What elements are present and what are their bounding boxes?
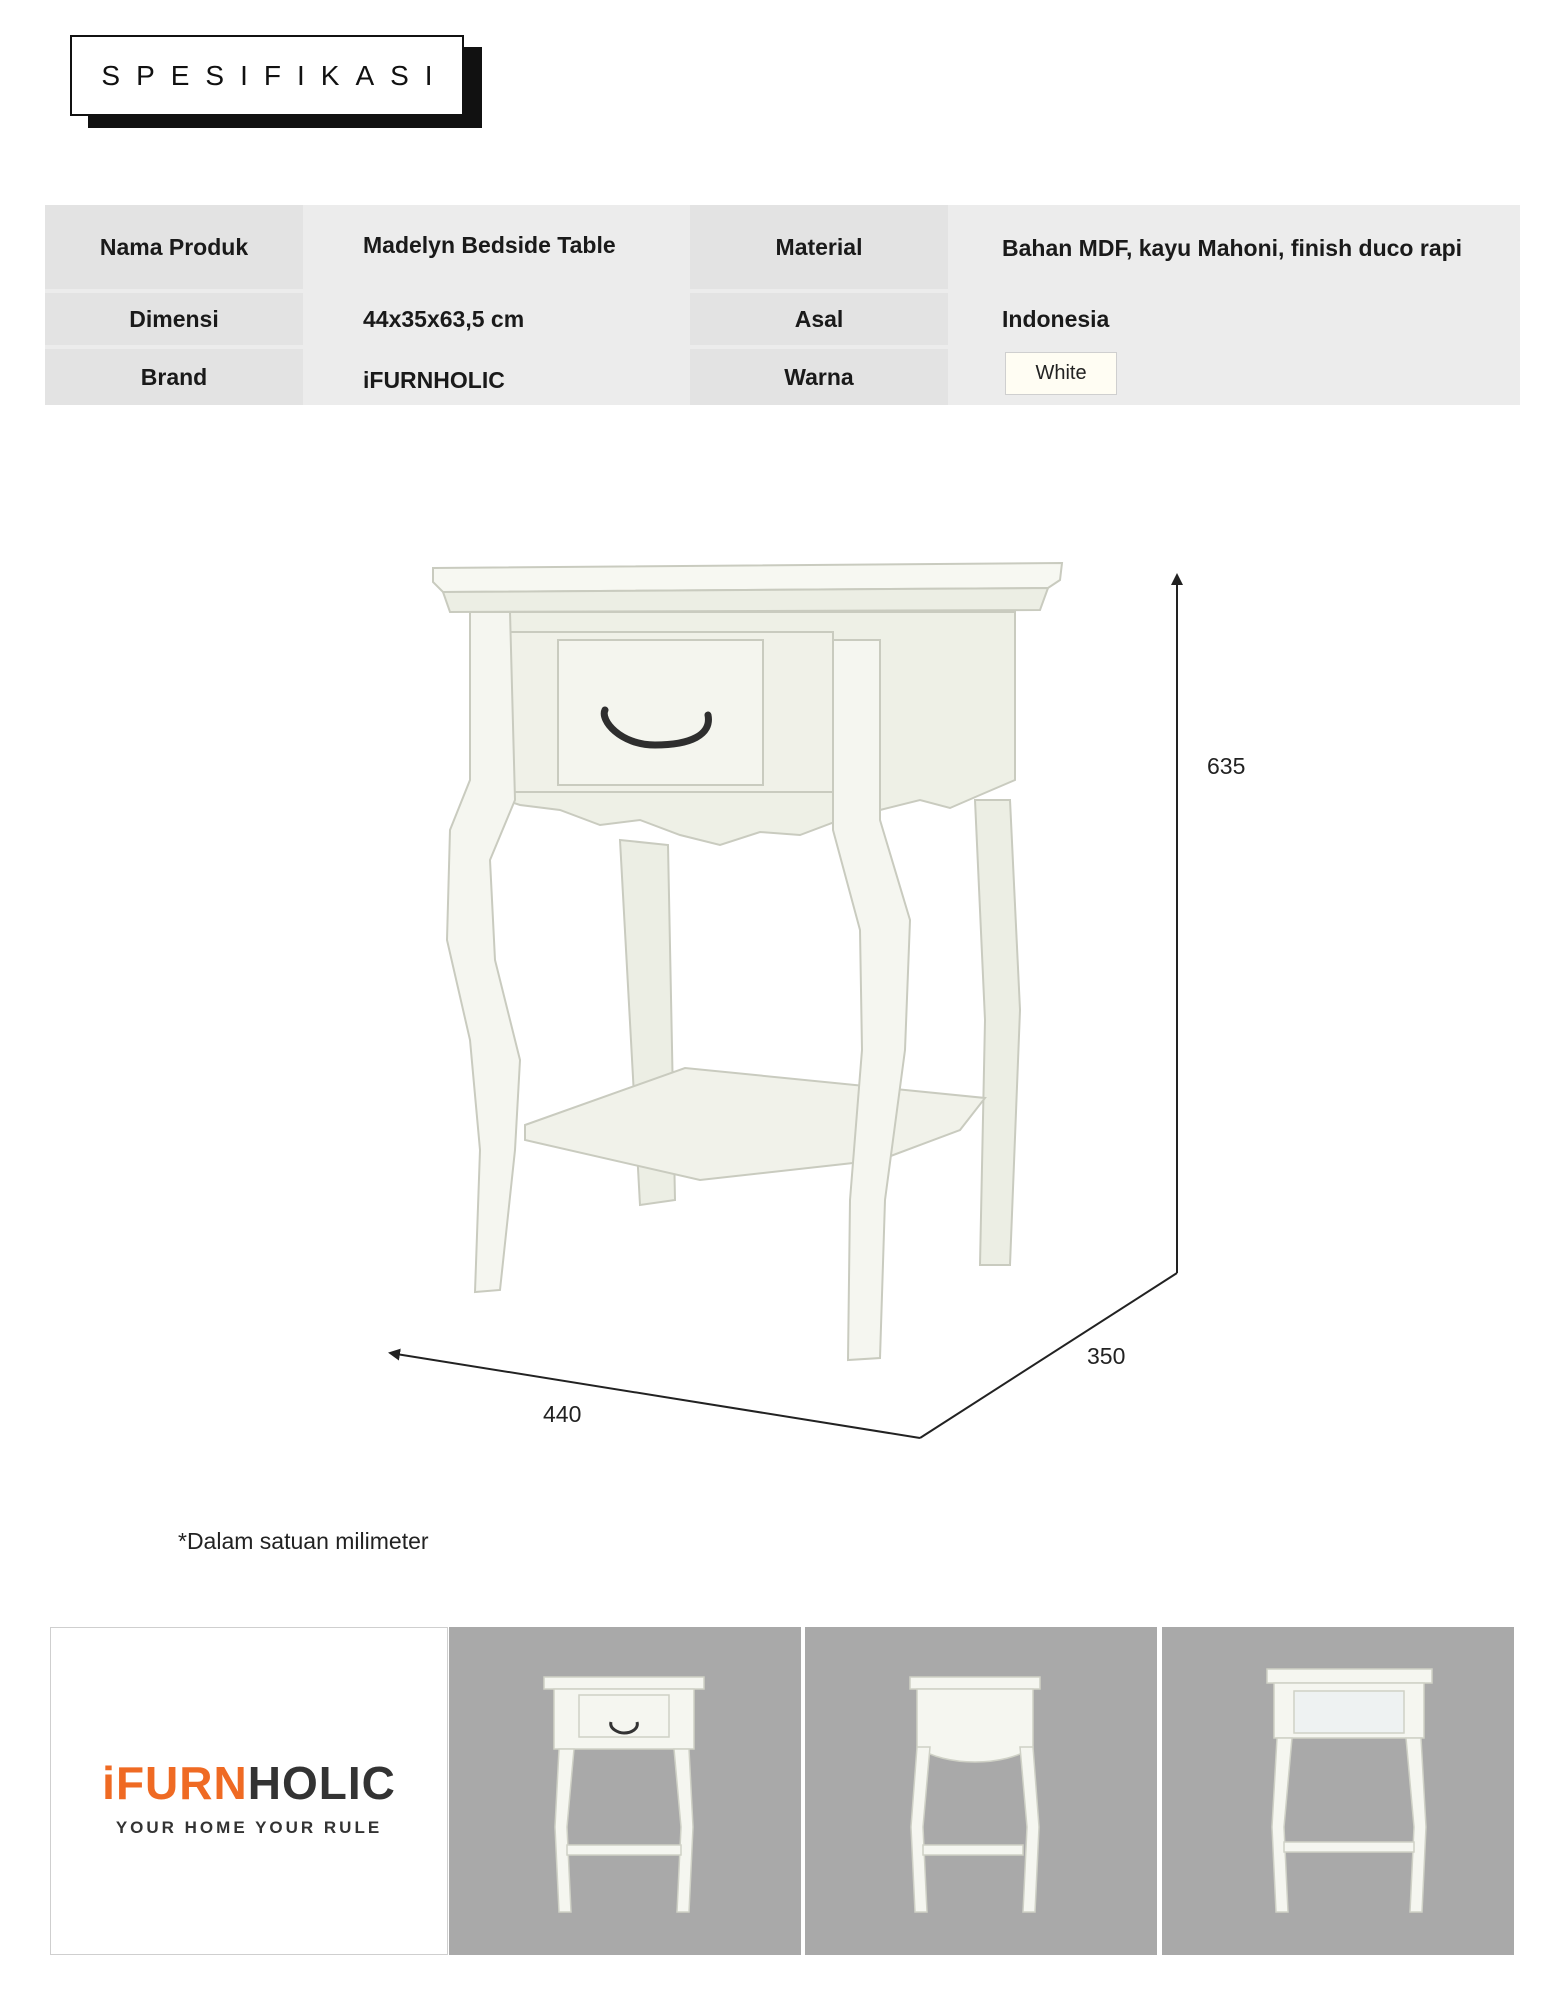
spec-value-dimensi: 44x35x63,5 cm <box>363 305 525 332</box>
bedside-table-illustration <box>433 563 1062 1360</box>
spec-label-material: Material <box>690 205 948 289</box>
spec-value-nama-produk: Madelyn Bedside Table <box>363 231 616 258</box>
brand-logo <box>51 1756 447 1810</box>
spec-label-dimensi: Dimensi <box>45 293 303 345</box>
spec-value-brand: iFURNHOLIC <box>363 366 505 393</box>
brand-tagline: YOUR HOME YOUR RULE <box>115 1818 383 1837</box>
logo-part-2: HOLIC <box>247 1757 396 1809</box>
thumbnail-front-view <box>449 1627 801 1955</box>
logo-part-1: iFURN <box>102 1757 248 1809</box>
spec-value-material: Bahan MDF, kayu Mahoni, finish duco rapi <box>1002 234 1463 261</box>
spec-label-warna: Warna <box>690 349 948 405</box>
spec-label-brand: Brand <box>45 349 303 405</box>
width-dimension-line <box>390 1353 920 1438</box>
dimension-diagram <box>0 520 1564 1460</box>
spec-value-asal: Indonesia <box>1002 305 1110 332</box>
height-label: 635 <box>1207 753 1246 779</box>
unit-note: *Dalam satuan milimeter <box>178 1528 429 1554</box>
thumbnail-side-view <box>805 1627 1157 1955</box>
spec-label-nama-produk: Nama Produk <box>45 205 303 289</box>
width-label: 440 <box>543 1401 582 1427</box>
thumbnail-back-view <box>1162 1627 1514 1955</box>
brand-logo-panel <box>50 1627 448 1955</box>
depth-dimension-line <box>920 1273 1177 1438</box>
spec-label-asal: Asal <box>690 293 948 345</box>
depth-label: 350 <box>1087 1343 1126 1369</box>
page-title: SPESIFIKASI <box>70 35 464 116</box>
color-swatch-white: White <box>1005 352 1117 395</box>
